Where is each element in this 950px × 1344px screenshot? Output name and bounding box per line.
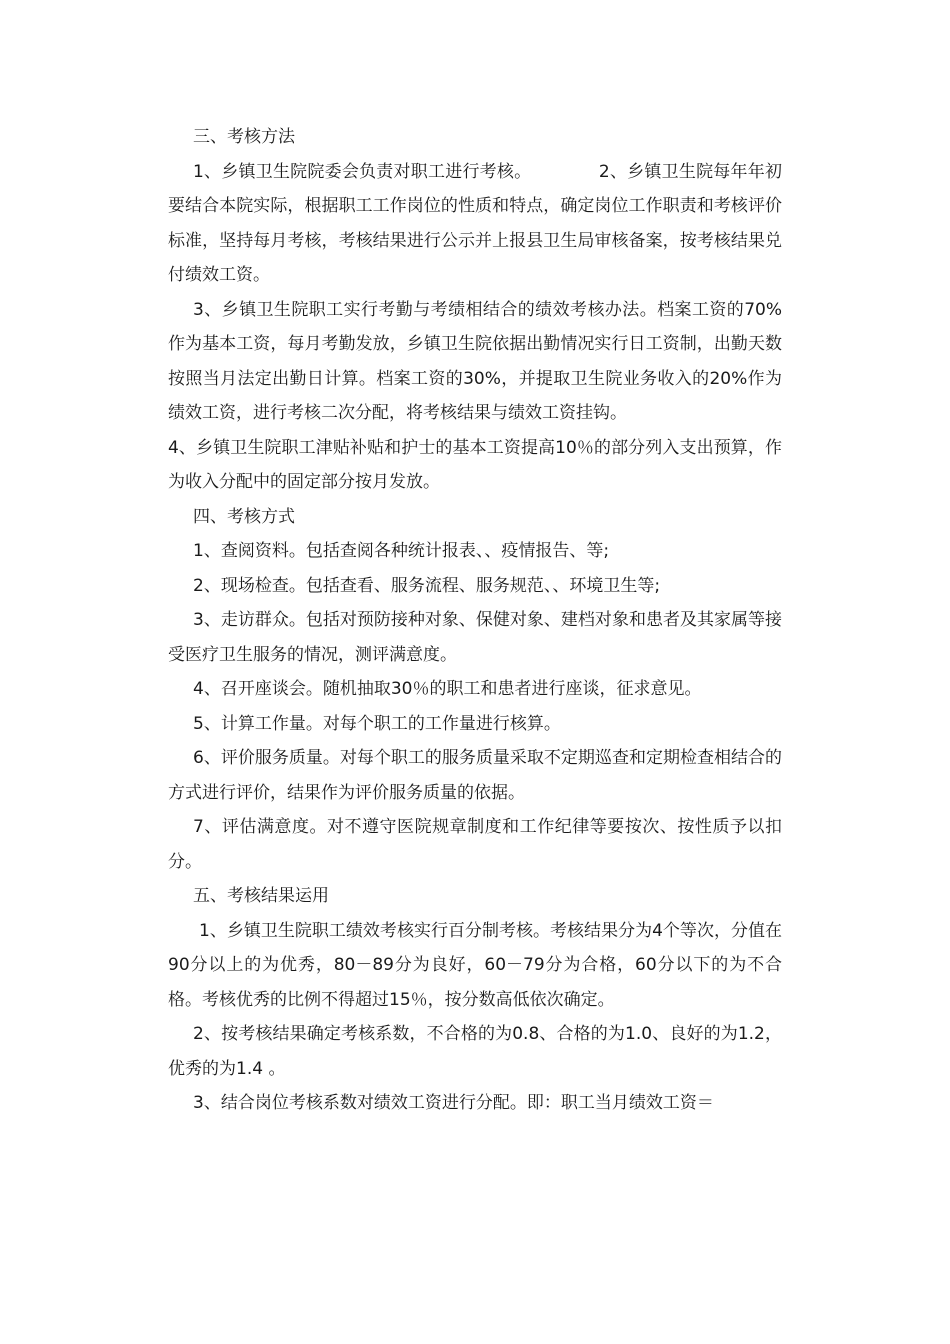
paragraph-4-6: 6、评价服务质量。对每个职工的服务质量采取不定期巡查和定期检查相结合的方式进行评价，结果作为评价服务质量的依据。 [168, 748, 782, 803]
paragraph-4-2: 2、现场检查。包括查看、服务流程、服务规范、、环境卫生等; [193, 575, 661, 596]
paragraph-4-3: 3、走访群众。包括对预防接种对象、保健对象、建档对象和患者及其家属等接受医疗卫生服务的情况，测评满意度。 [168, 610, 782, 665]
section-heading-5: 五、考核结果运用 [193, 886, 329, 906]
paragraph-3-3: 3、乡镇卫生院职工实行考勤与考绩相结合的绩效考核办法。档案工资的70%作为基本工资，每月考勤发放，乡镇卫生院依据出勤情况实行日工资制，出勤天数按照当月法定出勤日计算。档案工资的30%，并提取卫生院业务收入的20%作为绩效工资，进行考核二次分配，将考核结果与绩效工资挂钩。 [168, 299, 782, 423]
paragraph-5-2: 2、按考核结果确定考核系数，不合格的为0.8、合格的为1.0、良好的为1.2，优秀的为1.4 。 [168, 1024, 782, 1079]
paragraph-3-4: 4、乡镇卫生院职工津贴补贴和护士的基本工资提高10％的部分列入支出预算，作为收入分配中的固定部分按月发放。 [168, 437, 782, 492]
paragraph-4-5: 5、计算工作量。对每个职工的工作量进行核算。 [193, 713, 561, 734]
section-heading-3: 三、考核方法 [193, 127, 295, 147]
paragraph-4-4: 4、召开座谈会。随机抽取30％的职工和患者进行座谈，征求意见。 [193, 679, 702, 699]
paragraph-5-1: 1、乡镇卫生院职工绩效考核实行百分制考核。考核结果分为4个等次，分值在90分以上的为优秀，80－89分为良好，60－79分为合格，60分以下的为不合格。考核优秀的比例不得超过15％，按分数高低依次确定。 [168, 920, 782, 1010]
document-body [168, 120, 782, 1121]
paragraph-3-1: 1、乡镇卫生院院委会负责对职工进行考核。 2、乡镇卫生院每年年初要结合本院实际，根据职工工作岗位的性质和特点，确定岗位工作职责和考核评价标准，坚持每月考核，考核结果进行公示并上报县卫生局审核备案，按考核结果兑付绩效工资。 [168, 161, 782, 285]
paragraph-4-1: 1、查阅资料。包括查阅各种统计报表、、疫情报告、等; [193, 541, 610, 561]
section-heading-4: 四、考核方式 [193, 506, 295, 527]
paragraph-4-7: 7、评估满意度。对不遵守医院规章制度和工作纪律等要按次、按性质予以扣分。 [168, 817, 782, 872]
paragraph-5-3: 3、结合岗位考核系数对绩效工资进行分配。即：职工当月绩效工资＝ [193, 1093, 714, 1113]
